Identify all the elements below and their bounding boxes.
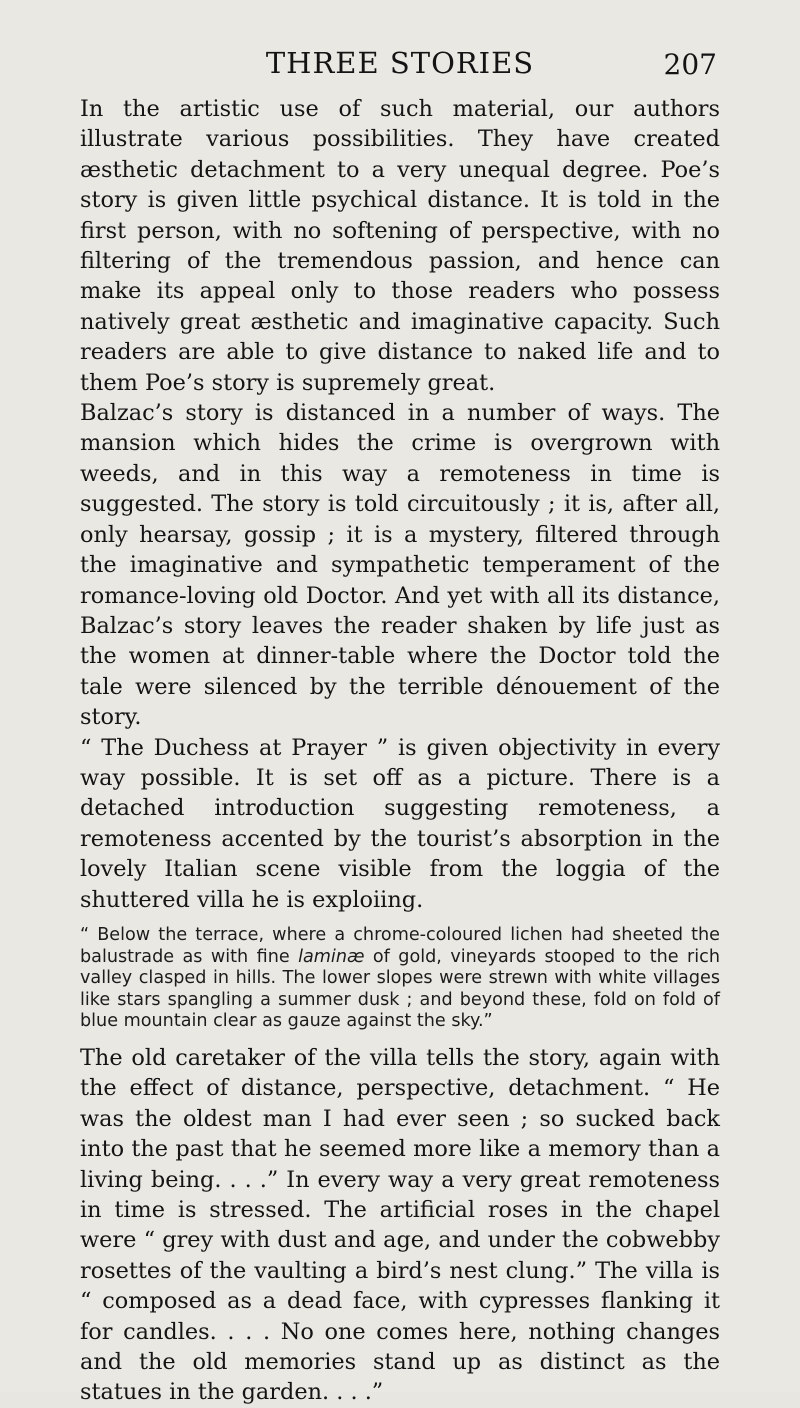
page-number: 207	[663, 48, 717, 81]
quote-text-before: “ Below the terrace, where a chrome-coloured lichen had sheeted the balustrade as with fine	[80, 924, 720, 967]
paragraph-duchess: “ The Duchess at Prayer ” is given objectivity in every way possible. It is set off as a picture. There is a detached introduction suggesting remoteness, a remoteness accented by the tourist’s absorption in the lovely Italian scene visible from the loggia of the shuttered villa he is exploiing.	[80, 734, 720, 913]
paragraph-balzac: Balzac’s story is distanced in a number of ways. The mansion which hides the crime is overgrown with weeds, and in this way a remoteness in time is suggested. The story is told circuitously ; it is, after all, only hearsay, gossip ; it is a mystery, filtered through the imaginative and sympathetic temperament of the romance-loving old Doctor. And yet with all its distance, Balzac’s story leaves the reader shaken by life just as the women at dinner-table where the Doctor told the tale were silenced by the terrible dénouement of the story.	[80, 400, 720, 731]
paragraph-poe: In the artistic use of such material, our authors illustrate various possibilities. They have created æsthetic detachment to a very unequal degree. Poe’s story is given little psychical distance. It is told in the first person, with no softening of perspective, with no filtering of the tremendous passion, and hence can make its appeal only to those readers who possess natively great æsthetic and imaginative capacity. Such readers are able to give distance to naked life and to them Poe’s story is supremely great.	[80, 96, 720, 396]
page-header	[0, 46, 800, 86]
quote-italic-word: laminæ	[298, 946, 365, 967]
paragraph-caretaker: The old caretaker of the villa tells the story, again with the effect of distance, perspective, detachment. “ He was the oldest man I had ever seen ; so sucked back into the past that he seemed more like a memory than a living being. . . .” In every way a very great remoteness in time is stressed. The artificial roses in the chapel were “ grey with dust and age, and under the cobwebby rosettes of the vaulting a bird’s nest clung.” The villa is “ composed as a dead face, with cypresses flanking it for candles. . . . No one comes here, nothing changes and the old memories stand up as distinct as the statues in the garden. . . .”	[80, 1044, 720, 1406]
body-text	[80, 94, 720, 1408]
quote-text-after: of gold, vineyards stooped to the rich valley clasped in hills. The lower slopes were strewn with white villages like stars spangling a summer dusk ; and beyond these, fold on fold of blue mountain clear as gauze against the sky.”	[80, 946, 720, 1032]
running-head: THREE STORIES	[265, 46, 535, 80]
block-quote	[80, 925, 720, 1033]
